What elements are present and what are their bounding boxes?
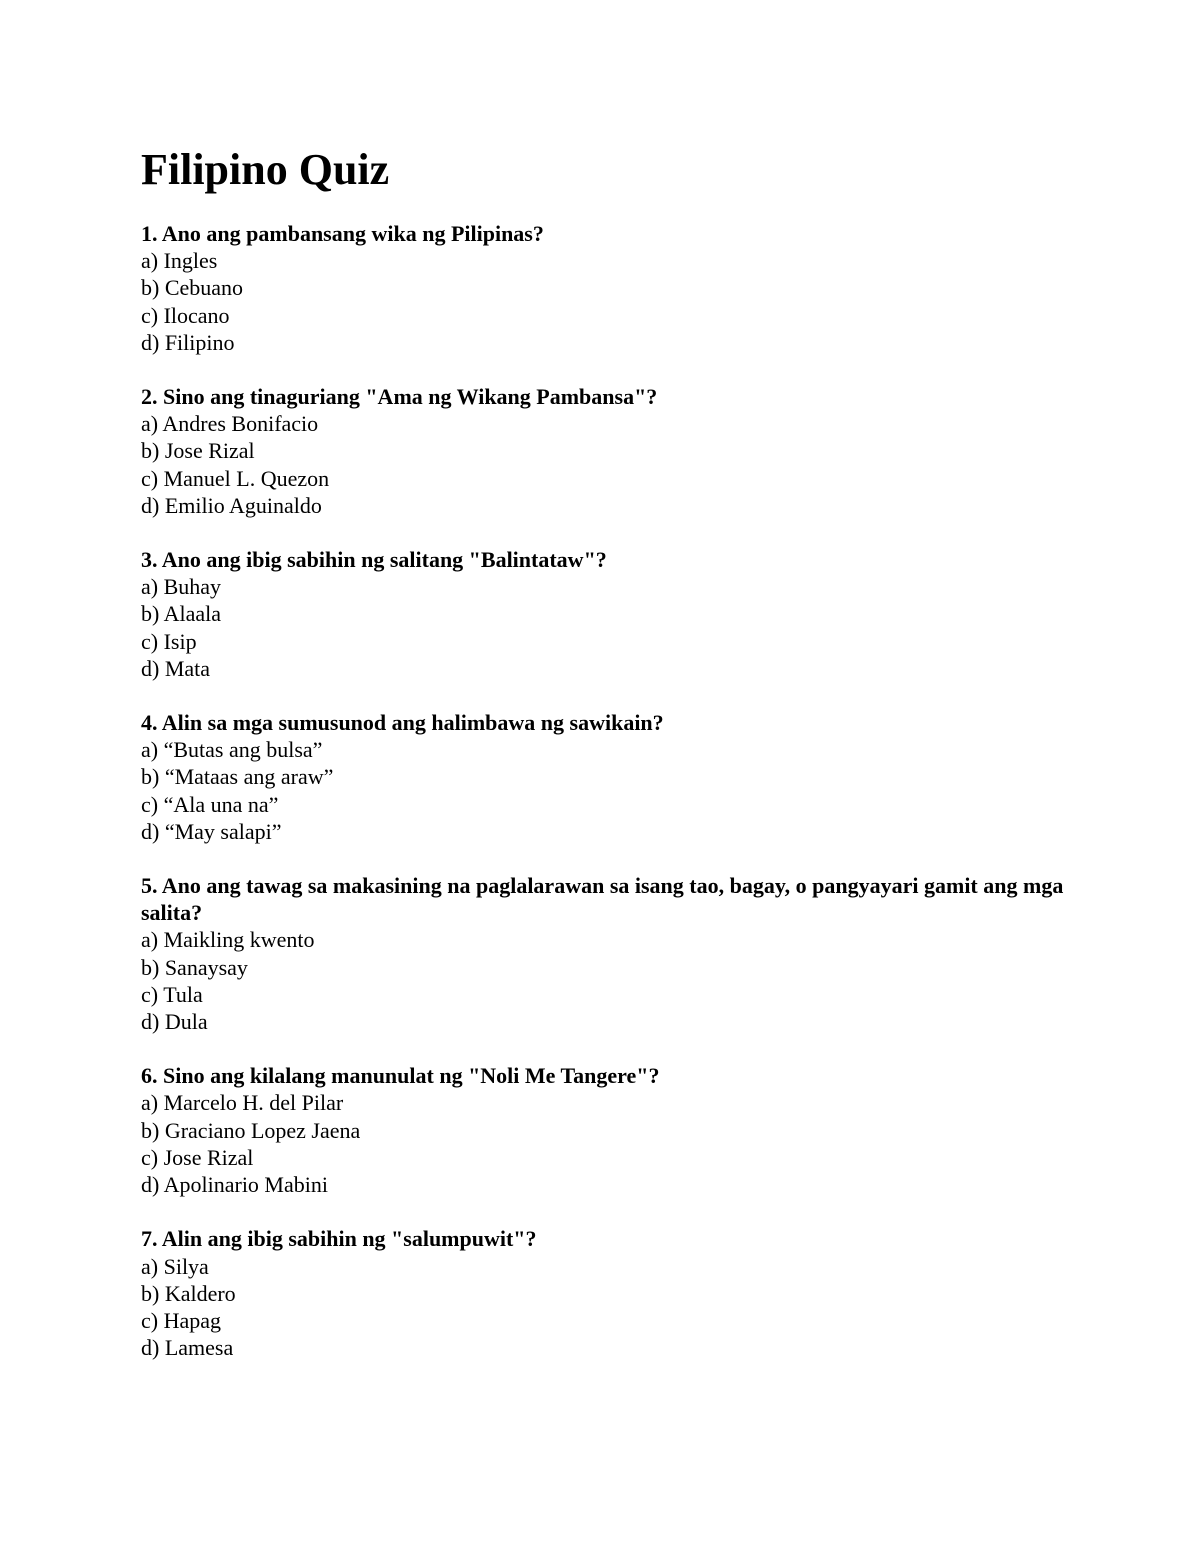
question-4: [141, 709, 1071, 845]
choice-b: b) Graciano Lopez Jaena: [141, 1117, 361, 1143]
choice-d: d) Apolinario Mabini: [141, 1172, 328, 1198]
choice-b: b) Cebuano: [141, 275, 244, 301]
question-text: 1. Ano ang pambansang wika ng Pilipinas?: [141, 221, 544, 246]
choice-c: c) Ilocano: [141, 302, 230, 328]
choice-d: d) Filipino: [141, 329, 235, 355]
question-6: [141, 1062, 1071, 1198]
question-3: [141, 546, 1071, 682]
choice-d: d) Mata: [141, 655, 211, 681]
question-text: 5. Ano ang tawag sa makasining na paglalarawan sa isang tao, bagay, o pangyayari gamit ang mga salita?: [141, 873, 1064, 926]
choice-c: c) “Ala una na”: [141, 791, 279, 817]
question-text: 7. Alin ang ibig sabihin ng "salumpuwit"?: [141, 1226, 537, 1252]
choice-a: a) Marcelo H. del Pilar: [141, 1090, 344, 1116]
choice-c: c) Manuel L. Quezon: [141, 465, 330, 491]
choice-c: c) Tula: [141, 981, 203, 1007]
question-2: [141, 383, 1071, 519]
question-text: 4. Alin sa mga sumusunod ang halimbawa ng sawikain?: [141, 710, 664, 736]
question-text: 3. Ano ang ibig sabihin ng salitang "Balintataw"?: [141, 547, 607, 573]
choice-d: d) Lamesa: [141, 1335, 234, 1361]
choice-c: c) Jose Rizal: [141, 1144, 254, 1170]
question-7: [141, 1225, 1071, 1361]
choice-d: d) Emilio Aguinaldo: [141, 492, 322, 518]
choice-b: b) Sanaysay: [141, 954, 248, 980]
choice-a: a) Andres Bonifacio: [141, 411, 319, 437]
choice-d: d) Dula: [141, 1009, 208, 1035]
choice-c: c) Isip: [141, 628, 197, 654]
choice-a: a) Ingles: [141, 248, 218, 274]
choice-b: b) Alaala: [141, 601, 222, 627]
page-title: Filipino Quiz: [141, 145, 390, 194]
question-text: 2. Sino ang tinaguriang "Ama ng Wikang Pambansa"?: [141, 384, 658, 410]
choice-a: a) Silya: [141, 1253, 209, 1279]
question-5: [141, 872, 1071, 1035]
choice-b: b) Kaldero: [141, 1280, 236, 1306]
choice-b: b) Jose Rizal: [141, 438, 255, 464]
question-text: 6. Sino ang kilalang manunulat ng "Noli Me Tangere"?: [141, 1063, 660, 1089]
choice-c: c) Hapag: [141, 1307, 222, 1333]
choice-a: a) Maikling kwento: [141, 927, 315, 953]
question-1: [141, 220, 1071, 356]
choice-d: d) “May salapi”: [141, 818, 282, 844]
choice-b: b) “Mataas ang araw”: [141, 764, 334, 790]
choice-a: a) Buhay: [141, 574, 222, 600]
choice-a: a) “Butas ang bulsa”: [141, 737, 323, 763]
document-page: [141, 140, 1071, 1388]
